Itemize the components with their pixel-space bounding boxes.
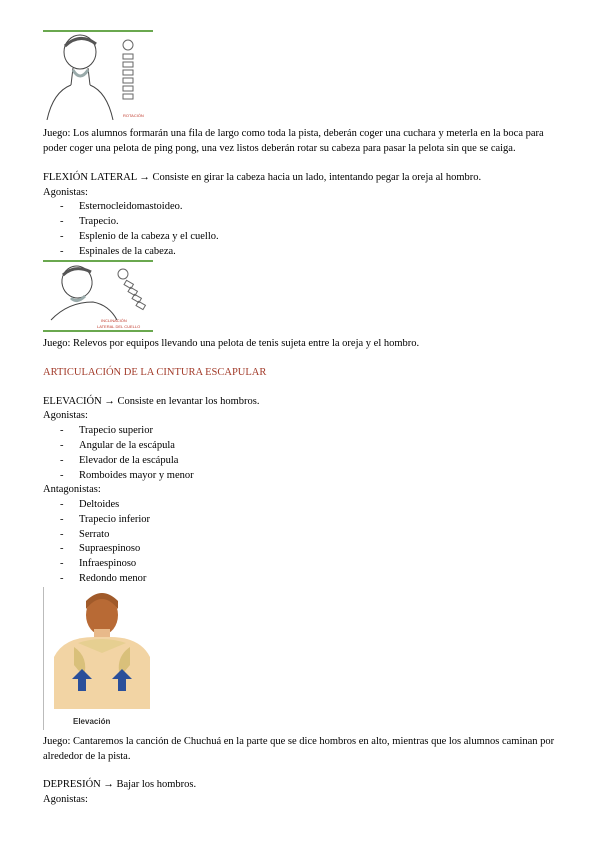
section-title: ARTICULACIÓN DE LA CINTURA ESCAPULAR [43,367,267,378]
list-item: - Supraespinoso [60,543,141,554]
elevacion-title: ELEVACIÓN → Consiste en levantar los hombros. [43,396,260,407]
list-item: - Trapecio. [60,216,119,227]
lateral-flexion-figure [43,260,153,332]
elevacion-agonistas-label: Agonistas: [43,410,88,421]
list-item: - Infraespinoso [60,558,137,569]
list-item: - Romboides mayor y menor [60,470,194,481]
depresion-title: DEPRESIÓN → Bajar los hombros. [43,779,197,790]
flexion-agonistas-label: Agonistas: [43,187,88,198]
list-item: - Deltoides [60,499,120,510]
list-item: - Serrato [60,529,110,540]
list-item: - Esternocleidomastoideo. [60,201,183,212]
juego-2: Juego: Relevos por equipos llevando una pelota de tenis sujeta entre la oreja y el hombro. [43,338,420,349]
lateral-illustration [43,260,153,332]
figure-bottom-bar [43,330,153,332]
figure-top-bar [43,30,153,32]
list-item: - Redondo menor [60,573,147,584]
lateral-caption-1: INCLINACIÓN [101,318,127,323]
depresion-agonistas-label: Agonistas: [43,794,88,805]
elevation-caption: Elevación [73,717,111,726]
list-item: - Elevador de la escápula [60,455,179,466]
flexion-title: FLEXIÓN LATERAL → Consiste en girar la cabeza hacia un lado, intentando pegar la oreja al hombro. [43,172,482,183]
juego-3: Juego: Cantaremos la canción de Chuchuá en la parte que se dice hombros en alto, mientras que los alumnos caminan por alrededor de la pista. [43,736,555,762]
juego-1: Juego: Los alumnos formarán una fila de largo como toda la pista, deberán coger una cuchara y meterla en la boca para poder coger una pelota de ping pong, una vez listos deberán rotar su cabeza para pasar la pelota sin que se caiga. [43,128,544,154]
list-item: - Espinales de la cabeza. [60,246,176,257]
figure-top-bar [43,260,153,262]
rotation-caption: ROTACIÓN [123,113,144,118]
elevacion-antagonistas-label: Antagonistas: [43,484,101,495]
list-item: - Trapecio superior [60,425,153,436]
rotation-figure [43,30,153,120]
list-item: - Angular de la escápula [60,440,175,451]
lateral-caption-2: LATERAL DEL CUELLO [97,324,141,329]
list-item: - Trapecio inferior [60,514,151,525]
elevation-illustration [44,587,154,730]
list-item: - Esplenio de la cabeza y el cuello. [60,231,219,242]
elevation-figure [43,587,154,730]
rotation-illustration [43,30,153,120]
